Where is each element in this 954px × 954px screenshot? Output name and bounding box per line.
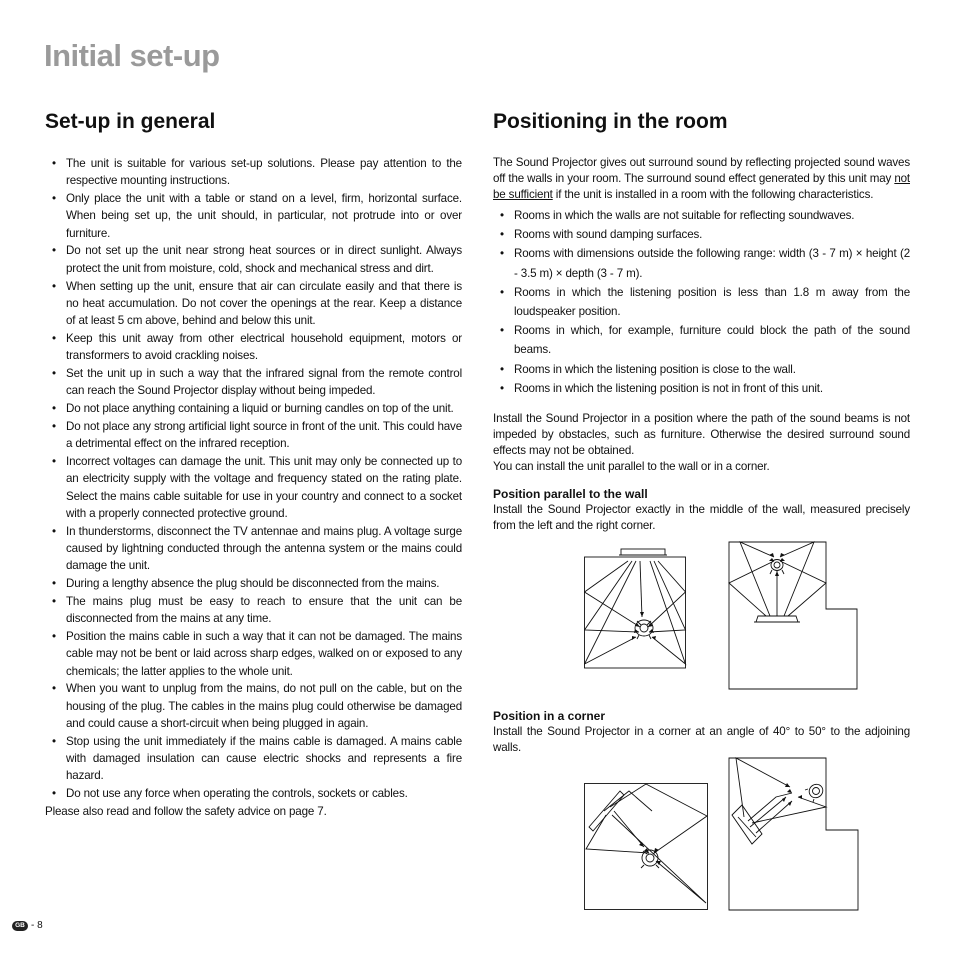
list-item: • Rooms in which the listening position is not in front of this unit. <box>493 379 910 398</box>
listener-icon <box>635 620 653 639</box>
list-item: • Keep this unit away from other electrical household equipment, motors or transformers to avoid crackling noises. <box>45 330 462 365</box>
list-item: • Position the mains cable in such a way that it can not be damaged. The mains cable may not be bent or laid across sharp edges, walked on or exposed to any chemicals; the latter applies to the whole unit. <box>45 628 462 680</box>
parallel-text: Install the Sound Projector exactly in the middle of the wall, measured precisely from the left and the right corner. <box>493 503 910 533</box>
list-item: • Do not set up the unit near strong heat sources or in direct sunlight. Always protect the unit from moisture, cold, shock and mechanical stress and dirt. <box>45 242 462 277</box>
list-item: • Stop using the unit immediately if the mains cable is damaged. A mains cable with damaged insulation can cause electric shocks and represents a fire hazard. <box>45 733 462 785</box>
positioning-heading: Positioning in the room <box>493 110 728 133</box>
page-number: - 8 <box>31 920 43 931</box>
install-paragraph: Install the Sound Projector in a position where the path of the sound beams is not impeded by obstacles, such as furniture. Otherwise the desired surround sound effects may not be obtained. <box>493 412 910 458</box>
list-item: • Set the unit up in such a way that the infrared signal from the remote control can reach the Sound Projector display without being impeded. <box>45 365 462 400</box>
list-item: • Rooms in which the walls are not suitable for reflecting soundwaves. <box>493 206 910 225</box>
list-item: • Do not place anything containing a liquid or burning candles on top of the unit. <box>45 400 462 417</box>
room-characteristics-list <box>493 206 910 398</box>
parallel-room-plan-diagram <box>728 541 859 691</box>
list-item: • In thunderstorms, disconnect the TV antennae and mains plug. A voltage surge caused by lightning conducted through the antenna system or the mains could damage the unit. <box>45 523 462 575</box>
parallel-heading: Position parallel to the wall <box>493 487 648 502</box>
list-item: • The mains plug must be easy to reach to ensure that the unit can be disconnected from the mains at any time. <box>45 593 462 628</box>
corner-text: Install the Sound Projector in a corner at an angle of 40° to 50° to the adjoining walls. <box>493 725 910 755</box>
safety-reference-note: Please also read and follow the safety advice on page 7. <box>45 804 327 818</box>
list-item: • Rooms in which the listening position is less than 1.8 m away from the loudspeaker position. <box>493 283 910 321</box>
country-badge: GB <box>12 921 28 931</box>
page-footer <box>12 920 43 931</box>
corner-room-plan-diagram <box>728 757 860 911</box>
corner-diagrams <box>493 757 910 911</box>
setup-general-column <box>45 110 462 820</box>
list-item: • When you want to unplug from the mains, do not pull on the cable, but on the housing of the plug. The cables in the mains plug could otherwise be damaged and could cause a short-circuit when being plugged in again. <box>45 680 462 732</box>
corner-heading: Position in a corner <box>493 709 606 724</box>
parallel-diagrams <box>493 541 910 695</box>
listener-icon <box>641 850 659 868</box>
intro-text-end: if the unit is installed in a room with the following characteristics. <box>552 188 874 201</box>
list-item: • Rooms with sound damping surfaces. <box>493 225 910 244</box>
corner-room-diagram <box>584 783 709 911</box>
list-item: • The unit is suitable for various set-up solutions. Please pay attention to the respective mounting instructions. <box>45 155 462 190</box>
intro-text: The Sound Projector gives out surround sound by reflecting projected sound waves off the walls in your room. The surround sound effect generated by this unit may <box>493 156 910 185</box>
listener-icon <box>805 782 826 802</box>
positioning-column <box>493 110 910 911</box>
page-title: Initial set-up <box>44 38 220 73</box>
list-item: • Do not use any force when operating the controls, sockets or cables. <box>45 785 462 802</box>
setup-general-heading: Set-up in general <box>45 110 216 133</box>
list-item: • During a lengthy absence the plug should be disconnected from the mains. <box>45 575 462 592</box>
list-item: • When setting up the unit, ensure that air can circulate easily and that there is no heat accumulation. Do not cover the openings at the rear. Keep a distance of at least 5 cm above, behind and below this unit. <box>45 278 462 330</box>
setup-general-list <box>45 155 462 802</box>
positioning-intro <box>493 155 910 203</box>
parallel-room-diagram <box>584 547 687 669</box>
intro-underlined-text: not be sufficient <box>493 172 910 201</box>
list-item: • Incorrect voltages can damage the unit. This unit may only be connected up to an electricity supply with the voltage and frequency stated on the rating plate. Select the mains cable suitable for use in your country and connect to a socket with a properly connected protective ground. <box>45 453 462 522</box>
list-item: • Only place the unit with a table or stand on a level, firm, horizontal surface. When being set up, the unit should, in particular, not protrude into or over furniture. <box>45 190 462 242</box>
install-options: You can install the unit parallel to the wall or in a corner. <box>493 460 770 474</box>
list-item: • Rooms in which the listening position is close to the wall. <box>493 360 910 379</box>
list-item: • Rooms with dimensions outside the following range: width (3 - 7 m) × height (2 - 3.5 m) × depth (3 - 7 m). <box>493 244 910 282</box>
list-item: • Rooms in which, for example, furniture could block the path of the sound beams. <box>493 321 910 359</box>
list-item: • Do not place any strong artificial light source in front of the unit. This could have a detrimental effect on the infrared reception. <box>45 418 462 453</box>
